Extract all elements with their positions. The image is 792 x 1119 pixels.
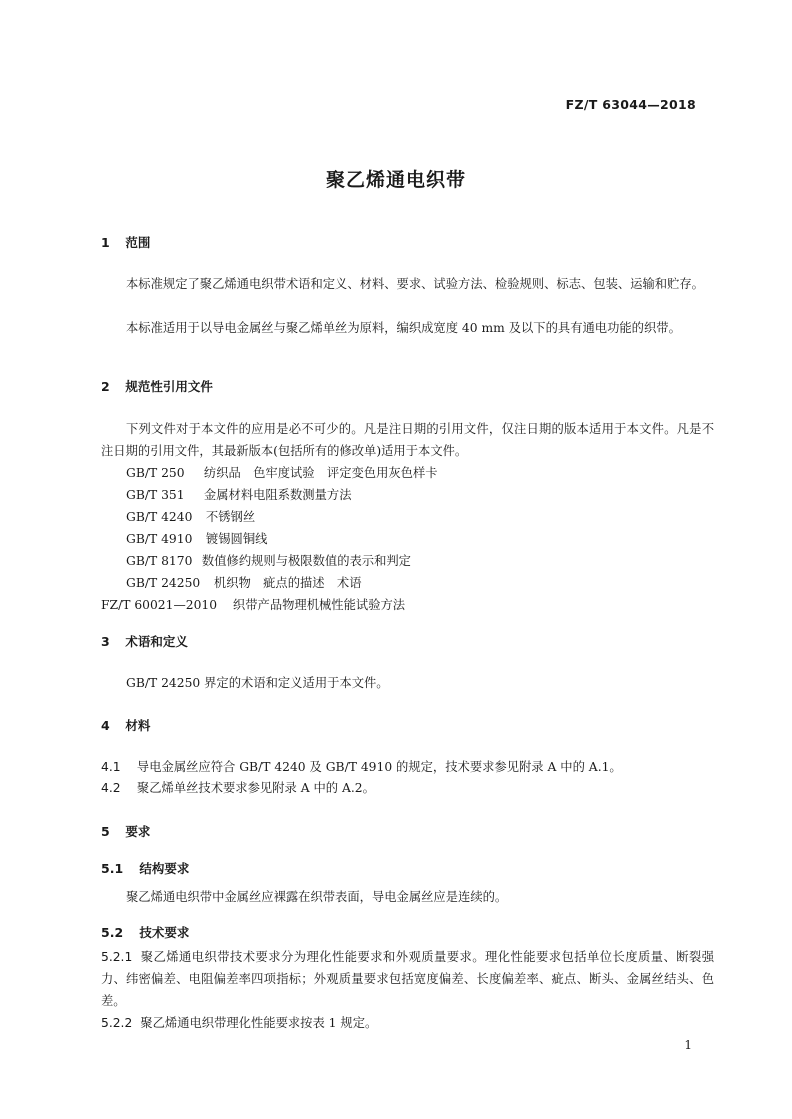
clause-text: 聚乙烯单丝技术要求参见附录 A 中的 A.2。 — [136, 781, 375, 795]
reference-item — [126, 463, 438, 481]
clause-5-2-2 — [101, 1012, 714, 1034]
clause-number: 4.2 — [101, 781, 121, 795]
reference-code: GB/T 24250 — [126, 576, 201, 590]
section-1-heading — [101, 233, 150, 251]
reference-item — [126, 507, 255, 525]
section-5-1-heading — [101, 859, 189, 877]
section-3-paragraph-1: GB/T 24250 界定的术语和定义适用于本文件。 — [126, 676, 389, 690]
clause-number: 5.2.2 — [101, 1016, 133, 1030]
reference-title: 织带产品物理机械性能试验方法 — [232, 598, 406, 612]
section-5-2-heading — [101, 923, 189, 941]
section-title: 规范性引用文件 — [125, 379, 213, 394]
reference-item — [101, 595, 405, 613]
section-4-heading — [101, 716, 150, 734]
section-number: 5 — [101, 824, 110, 839]
reference-item — [126, 485, 352, 503]
reference-title: 机织物 疵点的描述 术语 — [213, 576, 362, 590]
reference-code: GB/T 8170 — [126, 554, 193, 568]
reference-code: GB/T 4240 — [126, 510, 193, 524]
section-number: 3 — [101, 634, 110, 649]
clause-4-1 — [101, 757, 622, 775]
section-title: 范围 — [125, 235, 151, 250]
standard-code: FZ/T 63044—2018 — [565, 97, 696, 112]
section-1-paragraph-1: 本标准规定了聚乙烯通电织带术语和定义、材料、要求、试验方法、检验规则、标志、包装、运输和贮存。 — [126, 277, 704, 291]
reference-code: GB/T 4910 — [126, 532, 193, 546]
clause-text: 聚乙烯通电织带技术要求分为理化性能要求和外观质量要求。理化性能要求包括单位长度质量、断裂强力、纬密偏差、电阻偏差率四项指标；外观质量要求包括宽度偏差、长度偏差率、疵点、断头、金属丝结头、色差。 — [101, 950, 714, 1008]
section-1-paragraph-2: 本标准适用于以导电金属丝与聚乙烯单丝为原料，编织成宽度 40 mm 及以下的具有通电功能的织带。 — [126, 321, 681, 335]
reference-item — [126, 529, 267, 547]
section-title: 材料 — [125, 718, 151, 733]
section-2-heading — [101, 377, 213, 395]
section-title: 结构要求 — [139, 861, 190, 876]
section-number: 4 — [101, 718, 110, 733]
section-5-1-paragraph: 聚乙烯通电织带中金属丝应裸露在织带表面，导电金属丝应是连续的。 — [126, 890, 508, 904]
clause-number: 4.1 — [101, 760, 121, 774]
section-5-heading — [101, 822, 150, 840]
reference-title: 纺织品 色牢度试验 评定变色用灰色样卡 — [203, 466, 438, 480]
reference-item — [126, 551, 411, 569]
reference-title: 数值修约规则与极限数值的表示和判定 — [201, 554, 411, 568]
section-number: 1 — [101, 235, 110, 250]
section-title: 技术要求 — [139, 925, 190, 940]
clause-5-2-1 — [101, 946, 714, 1012]
document-title: 聚乙烯通电织带 — [325, 169, 466, 191]
section-number: 5.1 — [101, 861, 124, 876]
reference-code: FZ/T 60021—2010 — [101, 598, 218, 612]
reference-title: 镀锡圆铜线 — [205, 532, 268, 546]
reference-code: GB/T 351 — [126, 488, 185, 502]
clause-text: 导电金属丝应符合 GB/T 4240 及 GB/T 4910 的规定，技术要求参见附录 A 中的 A.1。 — [136, 760, 622, 774]
section-number: 2 — [101, 379, 110, 394]
reference-title: 不锈钢丝 — [205, 510, 256, 524]
section-number: 5.2 — [101, 925, 124, 940]
section-title: 术语和定义 — [125, 634, 188, 649]
clause-text: 聚乙烯通电织带理化性能要求按表 1 规定。 — [140, 1016, 378, 1030]
reference-code: GB/T 250 — [126, 466, 185, 480]
clause-number: 5.2.1 — [101, 950, 133, 964]
page-number: 1 — [684, 1038, 692, 1052]
reference-item — [126, 573, 362, 591]
section-title: 要求 — [125, 824, 151, 839]
section-3-heading — [101, 632, 188, 650]
clause-4-2 — [101, 778, 375, 796]
section-2-paragraph-1: 下列文件对于本文件的应用是必不可少的。凡是注日期的引用文件，仅注日期的版本适用于本文件。凡是不注日期的引用文件，其最新版本(包括所有的修改单)适用于本文件。 — [101, 422, 714, 458]
reference-title: 金属材料电阻系数测量方法 — [203, 488, 352, 502]
